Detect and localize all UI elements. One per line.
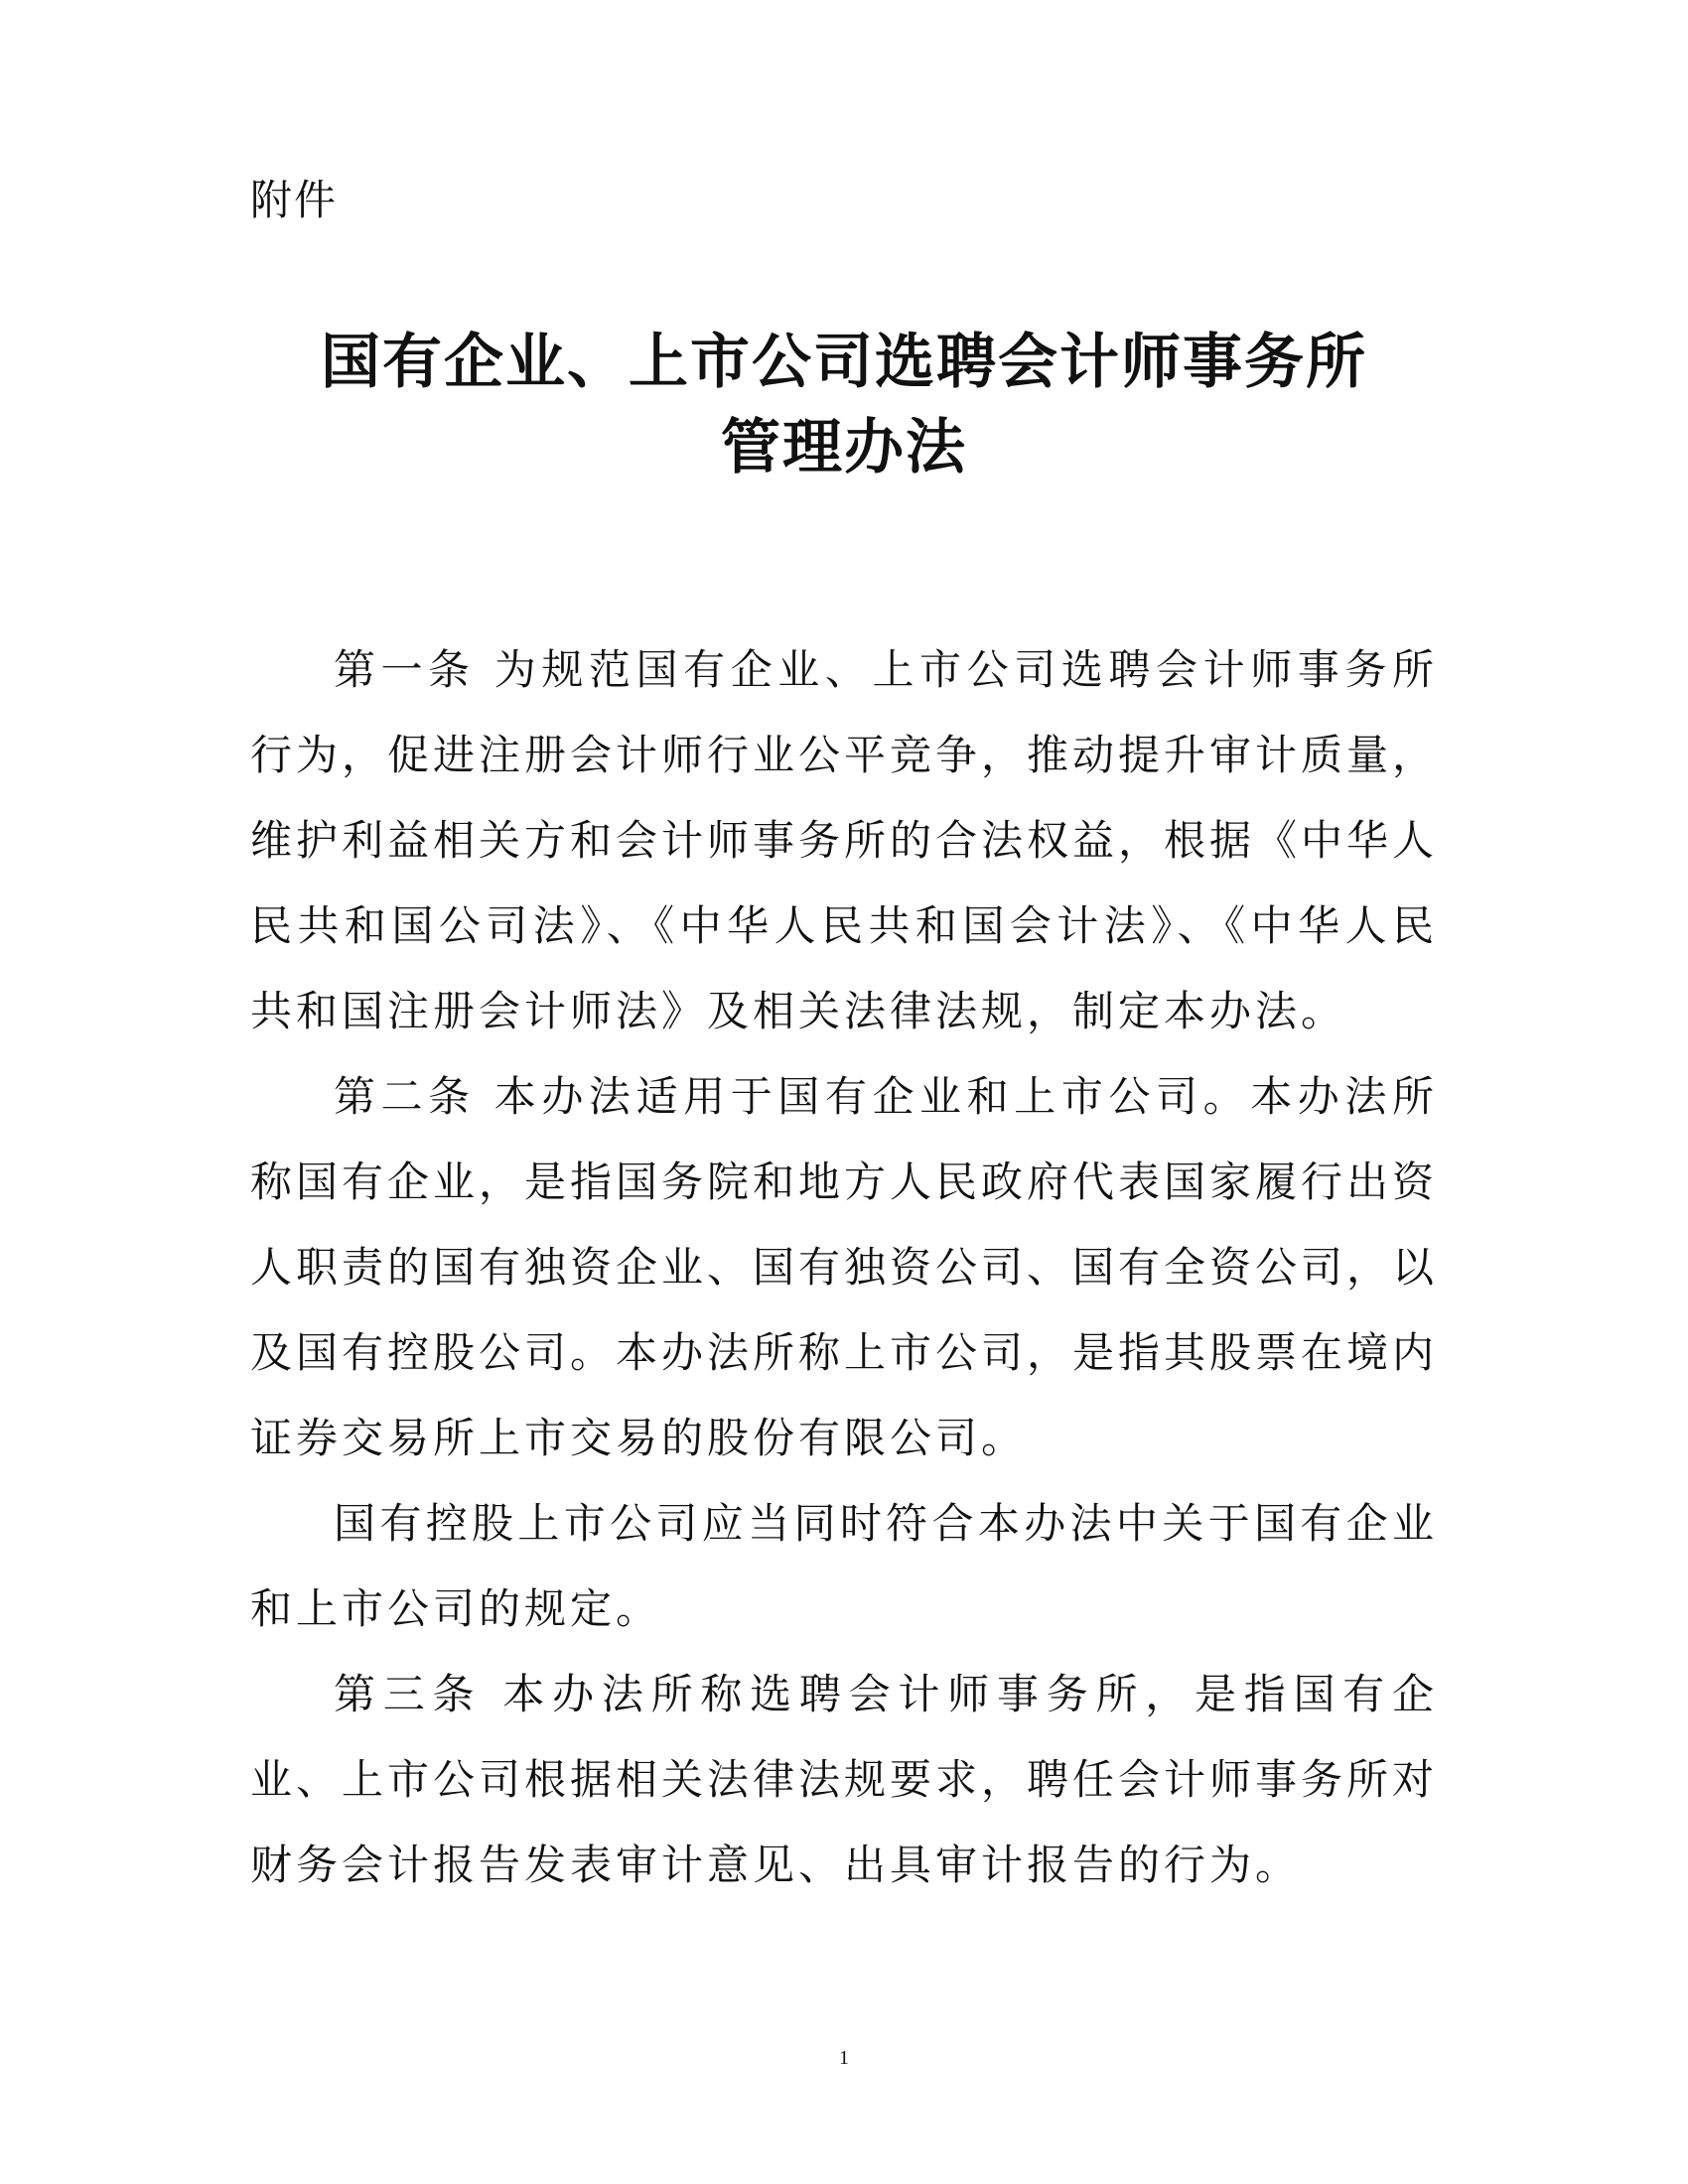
title-line-2: 管理办法 xyxy=(721,413,967,482)
paragraph-article-2-supplement: 国有控股上市公司应当同时符合本办法中关于国有企业和上市公司的规定。 xyxy=(250,1499,1438,1633)
paragraph-article-1: 第一条 为规范国有企业、上市公司选聘会计师事务所行为，促进注册会计师行业公平竞争，推动提升审计质量，维护利益相关方和会计师事务所的合法权益，根据《中华人民共和国公司法》、《中华人民共和国会计法》、《中华人民共和国注册会计师法》及相关法律法规，制定本办法。 xyxy=(250,645,1439,1035)
document-title xyxy=(250,320,1438,490)
title-line-1: 国有企业、上市公司选聘会计师事务所 xyxy=(321,328,1367,397)
paragraph-article-3: 第三条 本办法所称选聘会计师事务所，是指国有企业、上市公司根据相关法律法规要求，聘任会计师事务所对财务会计报告发表审计意见、出具审计报告的行为。 xyxy=(250,1670,1439,1889)
document-body xyxy=(250,627,1438,1908)
attachment-label: 附件 xyxy=(250,176,339,224)
page-number: 1 xyxy=(839,2047,849,2069)
paragraph-article-2: 第二条 本办法适用于国有企业和上市公司。本办法所称国有企业，是指国务院和地方人民政府代表国家履行出资人职责的国有独资企业、国有独资公司、国有全资公司，以及国有控股公司。本办法所称上市公司，是指其股票在境内证券交易所上市交易的股份有限公司。 xyxy=(250,1072,1439,1462)
